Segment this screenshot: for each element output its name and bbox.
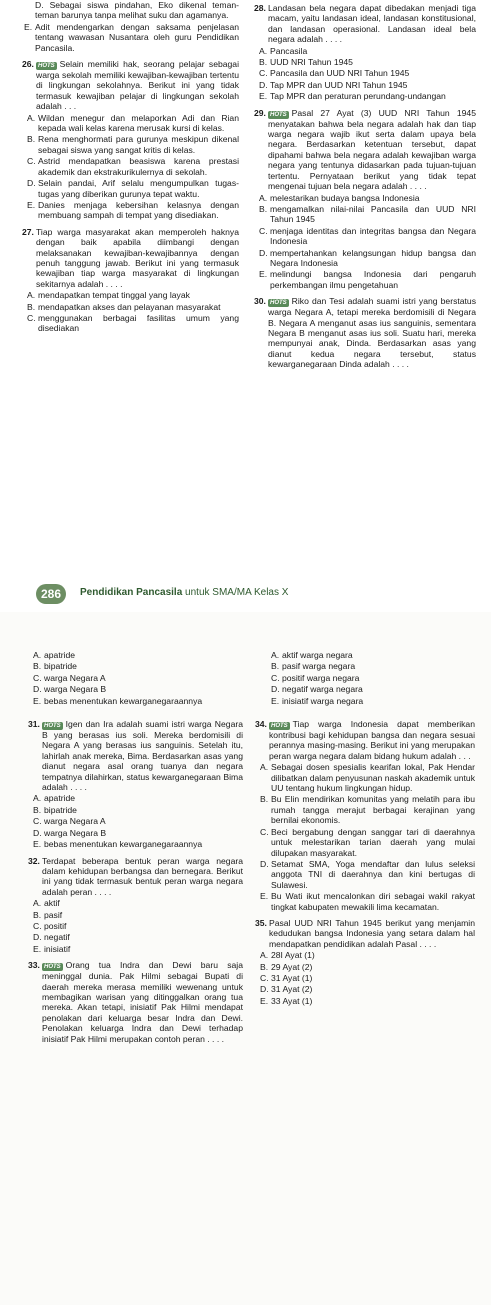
hots-badge: HOTS xyxy=(44,723,61,730)
q35-option: C. 31 Ayat (1) xyxy=(260,972,313,983)
q31-options xyxy=(28,793,243,849)
q28-option: B. UUD NRI Tahun 1945 xyxy=(259,57,353,68)
question-28: 28. Landasan bela negara dapat dibedakan menjadi tiga macam, yaitu landasan ideal, landasan konstitusional, dan landasan operasional. Landasan ideal bela negara adalah . . . . xyxy=(254,3,476,45)
q27-option: B. mendapatkan akses dan pelayanan masyarakat xyxy=(27,301,221,312)
question-35: 35. Pasal UUD NRI Tahun 1945 berikut yang menjamin kedudukan bangsa Indonesia yang setara dalam hal mendapatkan pendidikan adalah Pasal . . . . xyxy=(255,917,475,949)
q29-option: A. melestarikan budaya bangsa Indonesia xyxy=(259,192,420,203)
q32-option: B. pasif xyxy=(33,909,63,920)
q30-option: D. warga Negara B xyxy=(33,684,107,695)
q27-option: C. menggunakan berbagai fasilitas umum yang disediakan xyxy=(27,312,239,334)
q33-option: D. negatif warga negara xyxy=(271,684,363,695)
q28-options xyxy=(254,46,476,102)
top-left-column xyxy=(22,0,239,335)
q29-option: E. melindungi bangsa Indonesia dari pengaruh perkembangan ilmu pengetahuan xyxy=(259,269,476,290)
q30-options xyxy=(28,650,243,706)
q26-option: E. Danies menjaga kebersihan kelasnya dengan membuang sampah di tempat yang disediakan. xyxy=(27,199,239,221)
q27-options xyxy=(22,290,239,334)
q34-option: E. Bu Wati ikut mencalonkan diri sebagai wakil rakyat tingkat kabupaten mewakili lima kecamatan. xyxy=(260,891,475,912)
q33-options xyxy=(255,650,475,706)
q32-option: E. inisiatif xyxy=(33,943,71,954)
hots-badge: HOTS xyxy=(271,723,288,730)
q33-option: A. aktif warga negara xyxy=(271,650,353,660)
q32-option: A. aktif xyxy=(33,898,60,909)
q27-option: A. mendapatkan tempat tinggal yang layak xyxy=(27,290,190,301)
q29-options xyxy=(254,193,476,291)
q33-option: C. positif warga negara xyxy=(271,672,360,683)
q33-option: B. pasif warga negara xyxy=(271,661,356,672)
q34-option: C. Beci bergabung dengan sanggar tari di daerahnya untuk melestarikan tarian daerah yang mulai dilupakan masyarakat. xyxy=(260,826,475,858)
q34-options xyxy=(255,762,475,912)
question-26: 26. HOTS Selain memiliki hak, seorang pelajar sebagai warga sekolah memiliki kewajiban-kewajiban tertentu di lingkungan sekolahnya. Berikut ini yang tidak termasuk kewajiban pelajar di lingkungan sekolah adalah . . . xyxy=(22,59,239,112)
next-page xyxy=(0,612,491,1305)
hots-badge: HOTS xyxy=(44,964,61,971)
q31-option: E. bebas menentukan kewarganegaraannya xyxy=(33,839,203,850)
q29-option: C. menjaga identitas dan integritas bangsa dan Negara Indonesia xyxy=(259,225,476,247)
question-30: 30. HOTS Riko dan Tesi adalah suami istri yang berstatus warga Negara A, tetapi mereka berdomisili di Negara B. Negara A menganut asas ius sanguinis, sementara Negara B menganut asas ius soli. Suatu hari, mereka mempunyai anak, Dinda. Berdasarkan asas yang dianut kedua negara tersebut, status kewarganegaraan Dinda adalah . . . . xyxy=(254,296,476,370)
question-34: 34. HOTS Tiap warga Indonesia dapat memberikan kontribusi bagi kehidupan bangsa dan negara sesuai perannya masing-masing. Berikut ini yang merupakan peran warga negara dalam bidang hukum adalah . . . xyxy=(255,719,475,761)
hots-badge: HOTS xyxy=(38,63,55,70)
question-33: 33. HOTS Orang tua Indra dan Dewi baru saja meninggal dunia. Pak Hilmi sebagai Bupati di daerah mereka merasa memiliki wewenang untuk membagikan warisan yang ditinggalkan orang tua mereka. Akan tetapi, inisiatif Pak Hilmi mendapat penolakan dari keluarga besar Indra dan Dewi. Penolakan keluarga Indra dan Dewi terhadap inisiatif Pak Hilmi merupakan contoh peran . . . . xyxy=(28,960,243,1044)
hots-badge: HOTS xyxy=(270,300,287,307)
q30-option: B. bipatride xyxy=(33,661,77,672)
top-right-column xyxy=(254,3,476,371)
q31-option: C. warga Negara A xyxy=(33,816,106,827)
q25-option-e: E. Adit mendengarkan dengan saksama penjelasan tentang wawasan Nusantara oleh guru Pendidikan Pancasila. xyxy=(24,21,239,53)
q34-option: A. Sebagai dosen spesialis kearifan lokal, Pak Hendar dilibatkan dalam penyusunan naskah akademik untuk UU tentang hukum lingkungan hidup. xyxy=(260,762,475,794)
q26-option: D. Selain pandai, Arif selalu mengumpulkan tugas-tugas yang diberikan gurunya tepat waktu. xyxy=(27,178,239,199)
q25-option-d-tail: D. Sebagai siswa pindahan, Eko dikenal teman-teman barunya tanpa melihat suku dan agamanya. xyxy=(35,0,239,21)
q29-option: D. mempertahankan kelangsungan hidup bangsa dan Negara Indonesia xyxy=(259,247,476,268)
q31-option: A. apatride xyxy=(33,793,76,804)
q30-option: E. bebas menentukan kewarganegaraannya xyxy=(33,695,203,706)
q33-option: E. inisiatif warga negara xyxy=(271,695,364,706)
q34-option: D. Setamat SMA, Yoga mendaftar dan lulus seleksi anggota TNI di daerahnya dan kini bertugas di Sulawesi. xyxy=(260,858,475,890)
bottom-right-column xyxy=(255,650,475,1007)
q31-option: B. bipatride xyxy=(33,804,77,815)
q35-option: D. 31 Ayat (2) xyxy=(260,984,313,995)
question-31: 31. HOTS Igen dan Ira adalah suami istri warga Negara B yang berasas ius soli. Mereka berdomisili di Negara A yang berasas ius sanguinis. Setelah itu, lahirlah anak mereka, Bima. Berdasarkan asas yang dianut negara asal orang tuanya dan negara tempatnya dilahirkan, status kewarganegaraan Bima adalah . . . . xyxy=(28,719,243,793)
q31-option: D. warga Negara B xyxy=(33,827,107,838)
question-29: 29. HOTS Pasal 27 Ayat (3) UUD NRI Tahun 1945 menyatakan bahwa bela negara adalah hak dan tiap warga negara wajib ikut serta dalam upaya bela negara. Berdasarkan ketentuan tersebut, dapat dipahami bahwa bela negara adalah kewajiban warga negara yang tentunya didasarkan pada tujuan-tujuan tertentu. Pernyataan berikut yang tidak tepat mengenai tujuan bela negara adalah . . . . xyxy=(254,107,476,192)
q32-option: C. positif xyxy=(33,920,67,931)
q28-option: E. Tap MPR dan peraturan perundang-undangan xyxy=(259,91,446,102)
book-title: Pendidikan Pancasila untuk SMA/MA Kelas X xyxy=(80,587,289,598)
q26-option: C. Astrid mendapatkan beasiswa karena prestasi akademik dan ekstrakurikulernya di sekolah. xyxy=(27,156,239,177)
q28-option: D. Tap MPR dan UUD NRI Tahun 1945 xyxy=(259,79,408,90)
q35-options xyxy=(255,950,475,1006)
q32-option: D. negatif xyxy=(33,932,70,943)
q29-option: B. mengamalkan nilai-nilai Pancasila dan UUD NRI Tahun 1945 xyxy=(259,203,476,225)
q30-option: A. apatride xyxy=(33,650,76,660)
page-footer xyxy=(0,576,491,610)
q28-option: C. Pancasila dan UUD NRI Tahun 1945 xyxy=(259,68,410,79)
q26-options xyxy=(22,113,239,221)
page-number-badge: 286 xyxy=(36,584,66,604)
bottom-left-column xyxy=(28,650,243,1045)
question-27: 27. Tiap warga masyarakat akan memperoleh haknya dengan baik apabila diimbangi dengan melaksanakan kewajiban-kewajibannya dengan penuh tanggung jawab. Berikut ini yang termasuk kewajiban tiap warga masyarakat di lingkungan sekitarnya adalah . . . . xyxy=(22,226,239,289)
q35-option: B. 29 Ayat (2) xyxy=(260,961,313,972)
q26-option: B. Rena menghormati para gurunya meskipun dikenal sebagai siswa yang sangat kritis di kelas. xyxy=(27,134,239,155)
question-32: 32. Terdapat beberapa bentuk peran warga negara dalam kehidupan berbangsa dan bernegara. Berikut ini yang tidak termasuk bentuk peran warga negara adalah peran . . . . xyxy=(28,855,243,897)
q26-option: A. Wildan menegur dan melaporkan Adi dan Rian kepada wali kelas karena merusak kursi di kelas. xyxy=(27,112,239,134)
q35-option: A. 28I Ayat (1) xyxy=(260,950,315,961)
q28-option: A. Pancasila xyxy=(259,45,308,56)
q35-option: E. 33 Ayat (1) xyxy=(260,995,313,1006)
q32-options xyxy=(28,898,243,954)
q34-option: B. Bu Elin mendirikan komunitas yang melatih para ibu rumah tangga merajut berbagai kerajinan yang bernilai ekonomis. xyxy=(260,794,475,826)
q30-option: C. warga Negara A xyxy=(33,672,106,683)
hots-badge: HOTS xyxy=(270,111,287,118)
